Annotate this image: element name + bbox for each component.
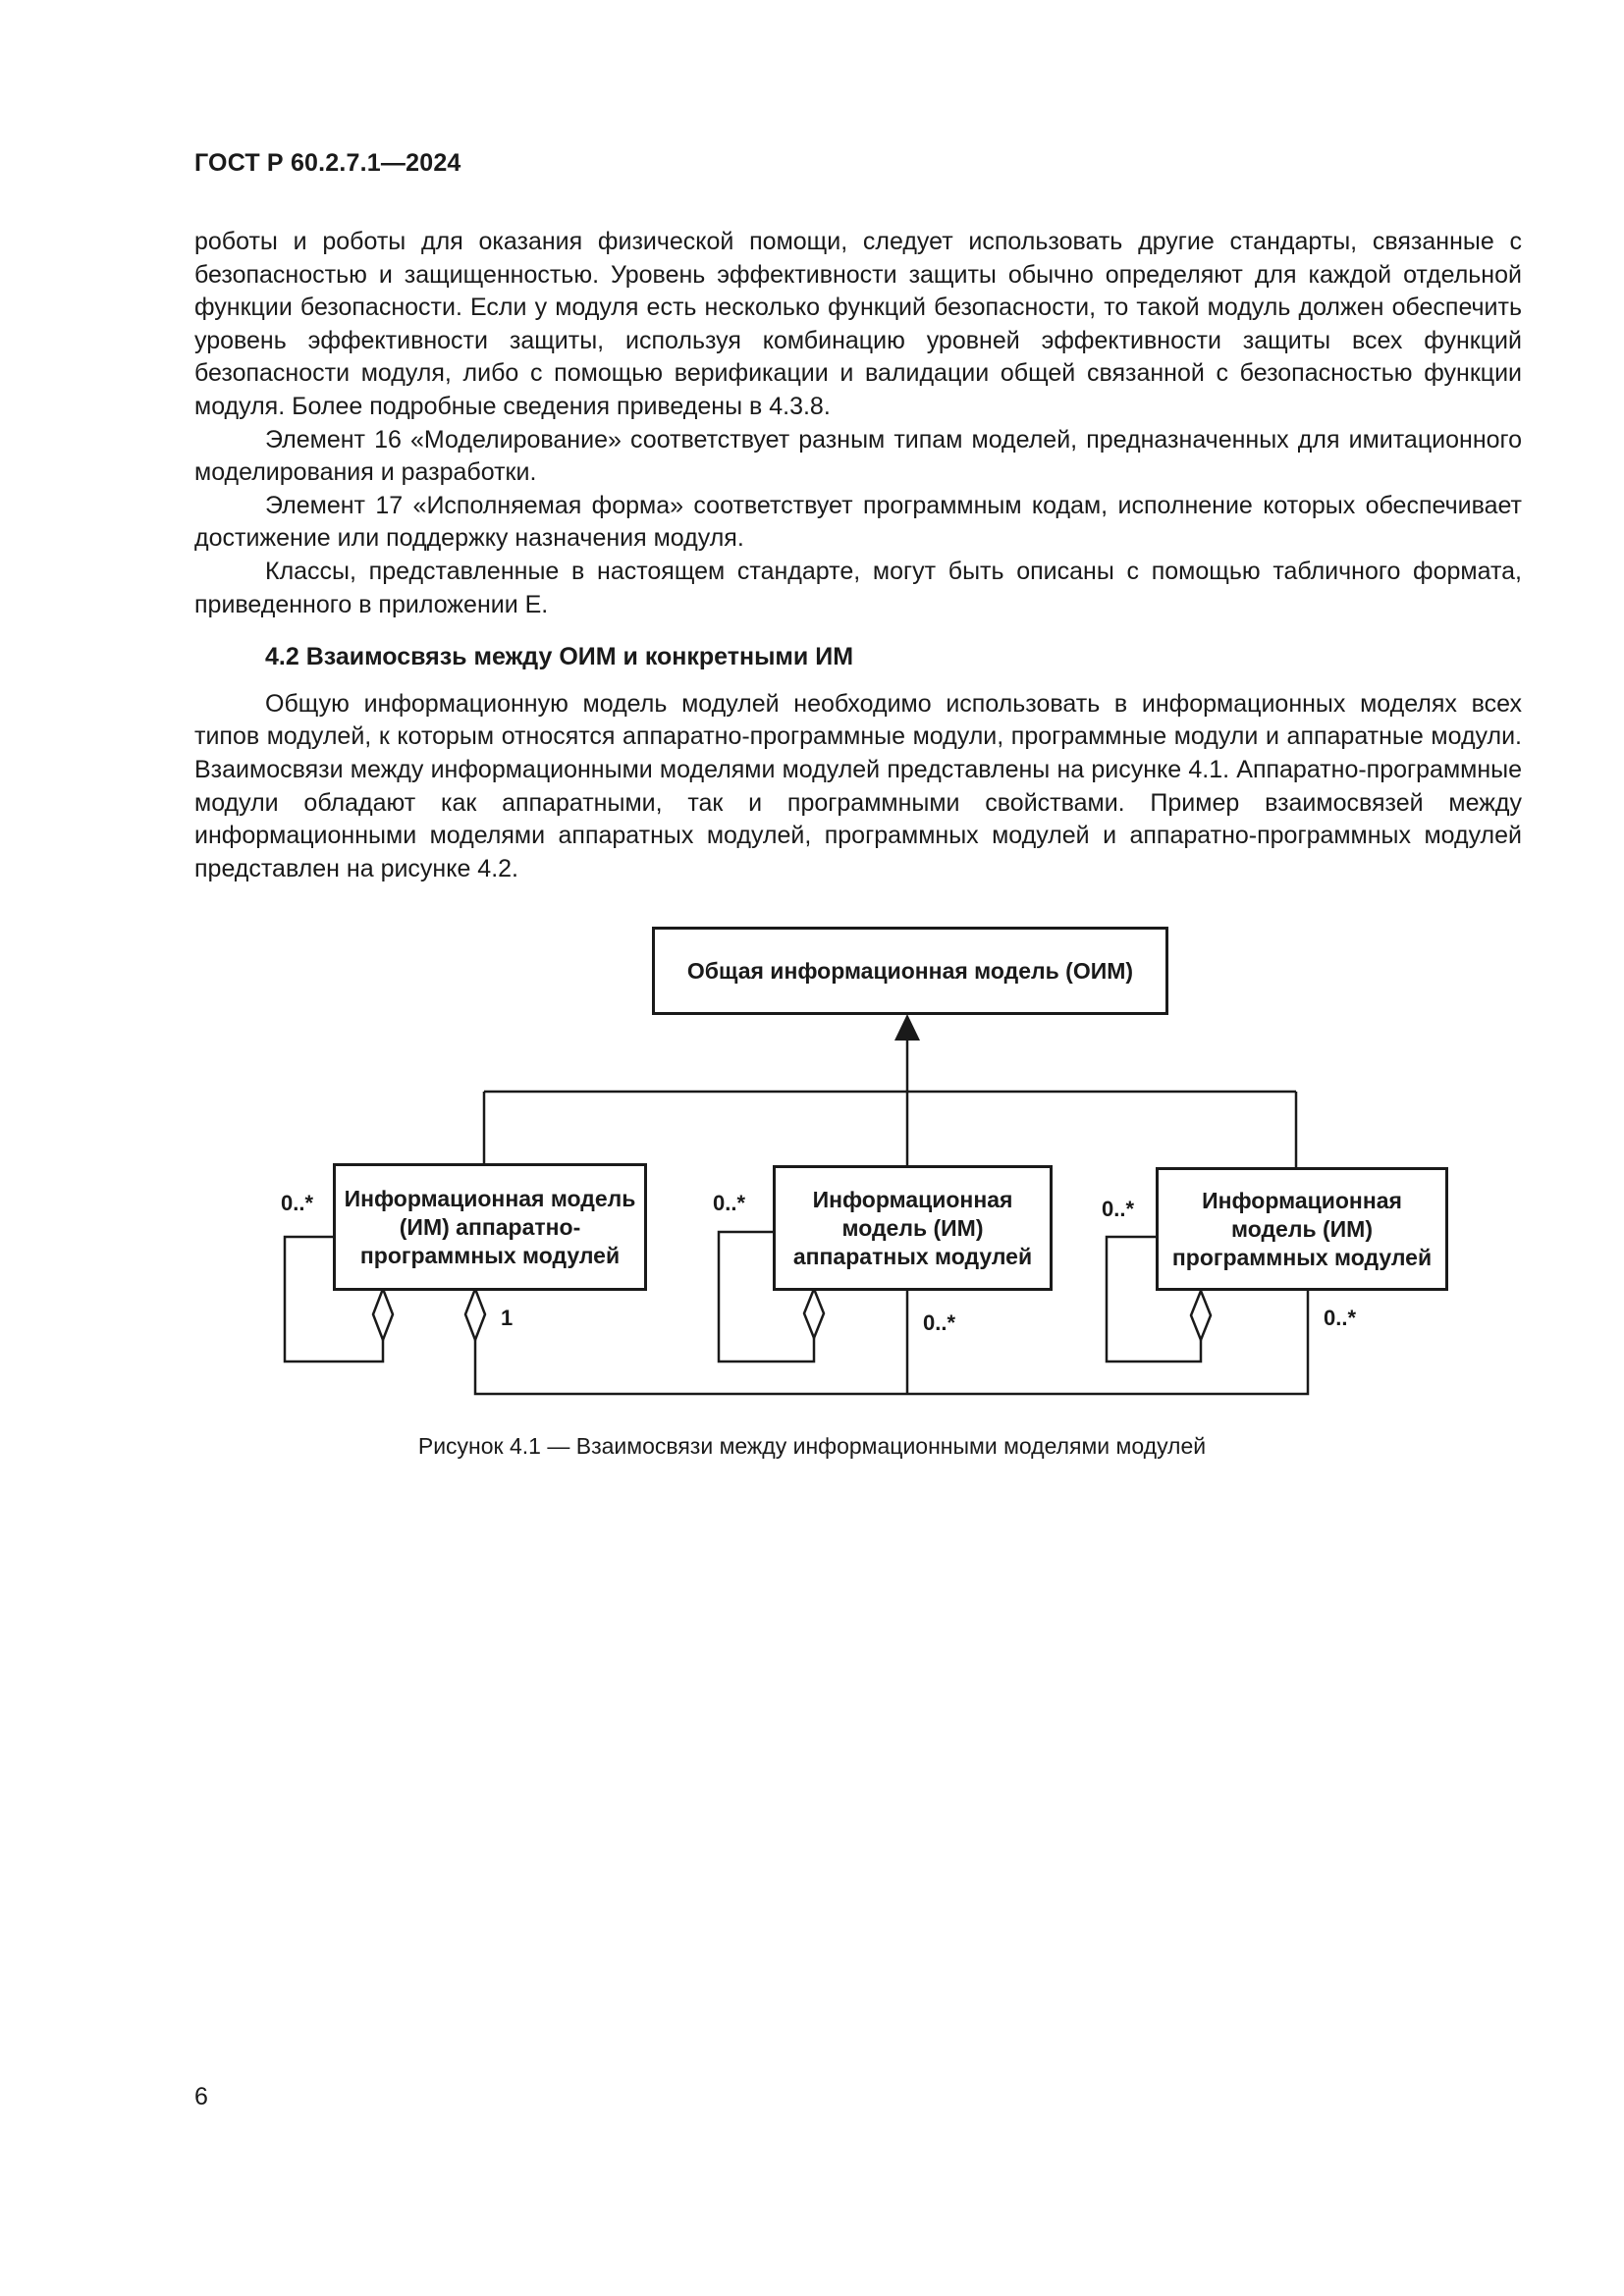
- document-header: ГОСТ Р 60.2.7.1—2024: [194, 149, 461, 177]
- figure-caption: Рисунок 4.1 — Взаимосвязи между информационными моделями модулей: [417, 1433, 1207, 1459]
- multiplicity-hw-link: 0..*: [923, 1310, 956, 1335]
- multiplicity-sw-link: 0..*: [1324, 1306, 1357, 1330]
- paragraph-3: Элемент 17 «Исполняемая форма» соответствует программным кодам, исполнение которых обеспечивает достижение или поддержку назначения модуля.: [194, 491, 1522, 553]
- multiplicity-hw-self: 0..*: [713, 1191, 746, 1215]
- box-hw-sw-model: Информационная модель (ИМ) аппаратно-программных модулей: [333, 1163, 647, 1291]
- aggregation-diamond-left-self: [373, 1289, 393, 1340]
- paragraph-1: роботы и роботы для оказания физической помощи, следует использовать другие стандарты, связанные с безопасностью и защищенностью. Уровень эффективности защиты обычно определяют для каждой отдельной функции безопасности. Если у модуля есть несколько функций безопасности, то такой модуль должен обеспечить уровень эффективности защиты, используя комбинацию уровней эффективности защиты всех функций безопасности модуля, либо с помощью верификации и валидации общей связанной с безопасностью функции модуля. Более подробные сведения приведены в 4.3.8.: [194, 228, 1522, 420]
- multiplicity-hw-sw-one: 1: [501, 1306, 514, 1330]
- multiplicity-sw-self: 0..*: [1102, 1197, 1135, 1221]
- page-number: 6: [194, 2083, 208, 2110]
- body-text: [194, 226, 1522, 885]
- multiplicity-hw-sw-self: 0..*: [281, 1191, 314, 1215]
- aggregation-diamond-mid: [804, 1289, 824, 1338]
- section-paragraph: Общую информационную модель модулей необходимо использовать в информационных моделях всех типов модулей, к которым относятся аппаратно-программные модули, программные модули и аппаратные модули. Взаимосвязи между информационными моделями модулей представлены на рисунке 4.1. Аппаратно-программные модули обладают как аппаратными, так и программными свойствами. Пример взаимосвязей между информационными моделями аппаратных модулей, программных модулей и аппаратно-программных модулей представлен на рисунке 4.2.: [194, 689, 1522, 882]
- box-hw-model: Информационная модель (ИМ) аппаратных модулей: [773, 1165, 1053, 1291]
- box-sw-model: Информационная модель (ИМ) программных модулей: [1156, 1167, 1448, 1291]
- paragraph-2: Элемент 16 «Моделирование» соответствует разным типам моделей, предназначенных для имитационного моделирования и разработки.: [194, 425, 1522, 487]
- section-title: 4.2 Взаимосвязь между ОИМ и конкретными ИМ: [265, 643, 854, 671]
- paragraph-4: Классы, представленные в настоящем стандарте, могут быть описаны с помощью табличного формата, приведенного в приложении Е.: [194, 557, 1522, 618]
- generalization-arrowhead: [894, 1014, 920, 1041]
- aggregation-diamond-left-one: [465, 1289, 485, 1340]
- composition-link-bus: [475, 1289, 1308, 1394]
- box-general-model: Общая информационная модель (ОИМ): [652, 927, 1168, 1015]
- aggregation-diamond-right: [1191, 1291, 1211, 1340]
